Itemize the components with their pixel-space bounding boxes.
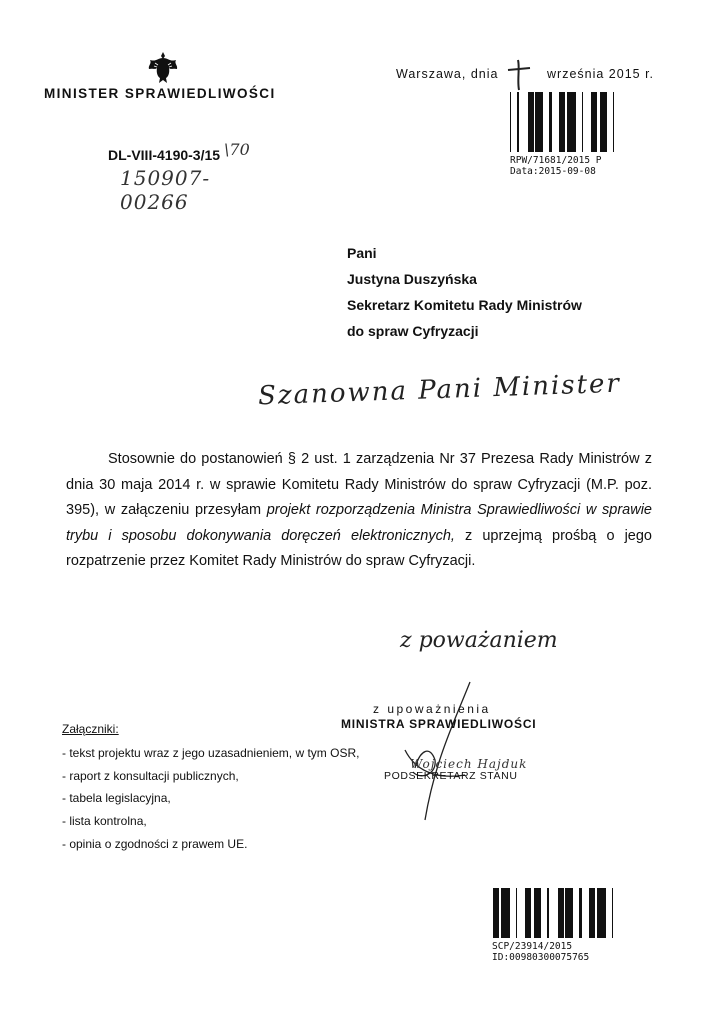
handwritten-closing: z poważaniem — [400, 628, 558, 653]
body-italic: projekt rozporządzenia Ministra Sprawiedliwości w sprawie trybu i sposobu dokonywania doręczeń elektronicznych, — [66, 502, 652, 544]
body-part-1: Stosownie do postanowień § 2 ust. 1 zarządzenia Nr 37 Prezesa Rady Ministrów z dnia 30 maja 2014 r. w sprawie Komitetu Rady Ministrów do spraw Cyfryzacji (M.P. poz. 395), w załączeniu przesyłam — [66, 451, 652, 518]
attachments-list — [62, 742, 359, 856]
reference-handwritten: \70 — [224, 140, 250, 159]
handwritten-salutation: Szanowna Pani Minister — [257, 368, 622, 412]
list-item: - tabela legislacyjna, — [62, 791, 171, 806]
list-item: - lista kontrolna, — [62, 814, 147, 829]
list-item: - tekst projektu wraz z jego uzasadnieniem, w tym OSR, — [62, 746, 360, 760]
dateline-place: Warszawa, dnia — [396, 67, 499, 81]
addressee-salutation: Pani — [347, 245, 377, 261]
barcode-icon — [510, 92, 614, 152]
body-part-2: z uprzejmą prośbą o jego rozpatrzenie przez Komitet Rady Ministrów do spraw Cyfryzacji. — [66, 527, 652, 569]
authorization-ministry: MINISTRA SPRAWIEDLIWOŚCI — [341, 717, 537, 731]
list-item: - raport z konsultacji publicznych, — [62, 768, 239, 783]
ministry-header: MINISTER SPRAWIEDLIWOŚCI — [44, 86, 276, 101]
footer-stamp-number: SCP/23914/2015 — [492, 941, 573, 952]
document-reference: DL-VIII-4190-3/15 — [108, 147, 221, 163]
footer-stamp-text — [492, 941, 589, 963]
incoming-number-handwritten: 150907-00266 — [120, 166, 211, 214]
registry-date: Data:2015-09-08 — [510, 166, 596, 177]
addressee-name: Justyna Duszyńska — [347, 271, 477, 287]
authorization-line: z upoważnienia — [373, 702, 491, 716]
registry-number: RPW/71681/2015 P — [510, 155, 602, 166]
addressee-position: Sekretarz Komitetu Rady Ministrów — [347, 297, 582, 313]
signer-title: PODSEKRETARZ STANU — [384, 770, 518, 782]
addressee-block — [347, 240, 582, 344]
letter-body — [66, 447, 652, 575]
list-item: - opinia o zgodności z prawem UE. — [62, 836, 248, 851]
polish-eagle-emblem — [146, 50, 180, 86]
barcode-icon — [492, 888, 614, 938]
addressee-committee: do spraw Cyfryzacji — [347, 323, 479, 339]
dateline-month-year: września 2015 r. — [547, 67, 655, 81]
attachments-heading: Załączniki: — [62, 722, 119, 736]
signer-name: Wojciech Hajduk — [410, 757, 528, 771]
registry-stamp-text — [510, 155, 602, 177]
footer-stamp-id: ID:00980300075765 — [492, 952, 590, 963]
day-handwritten — [504, 58, 534, 92]
